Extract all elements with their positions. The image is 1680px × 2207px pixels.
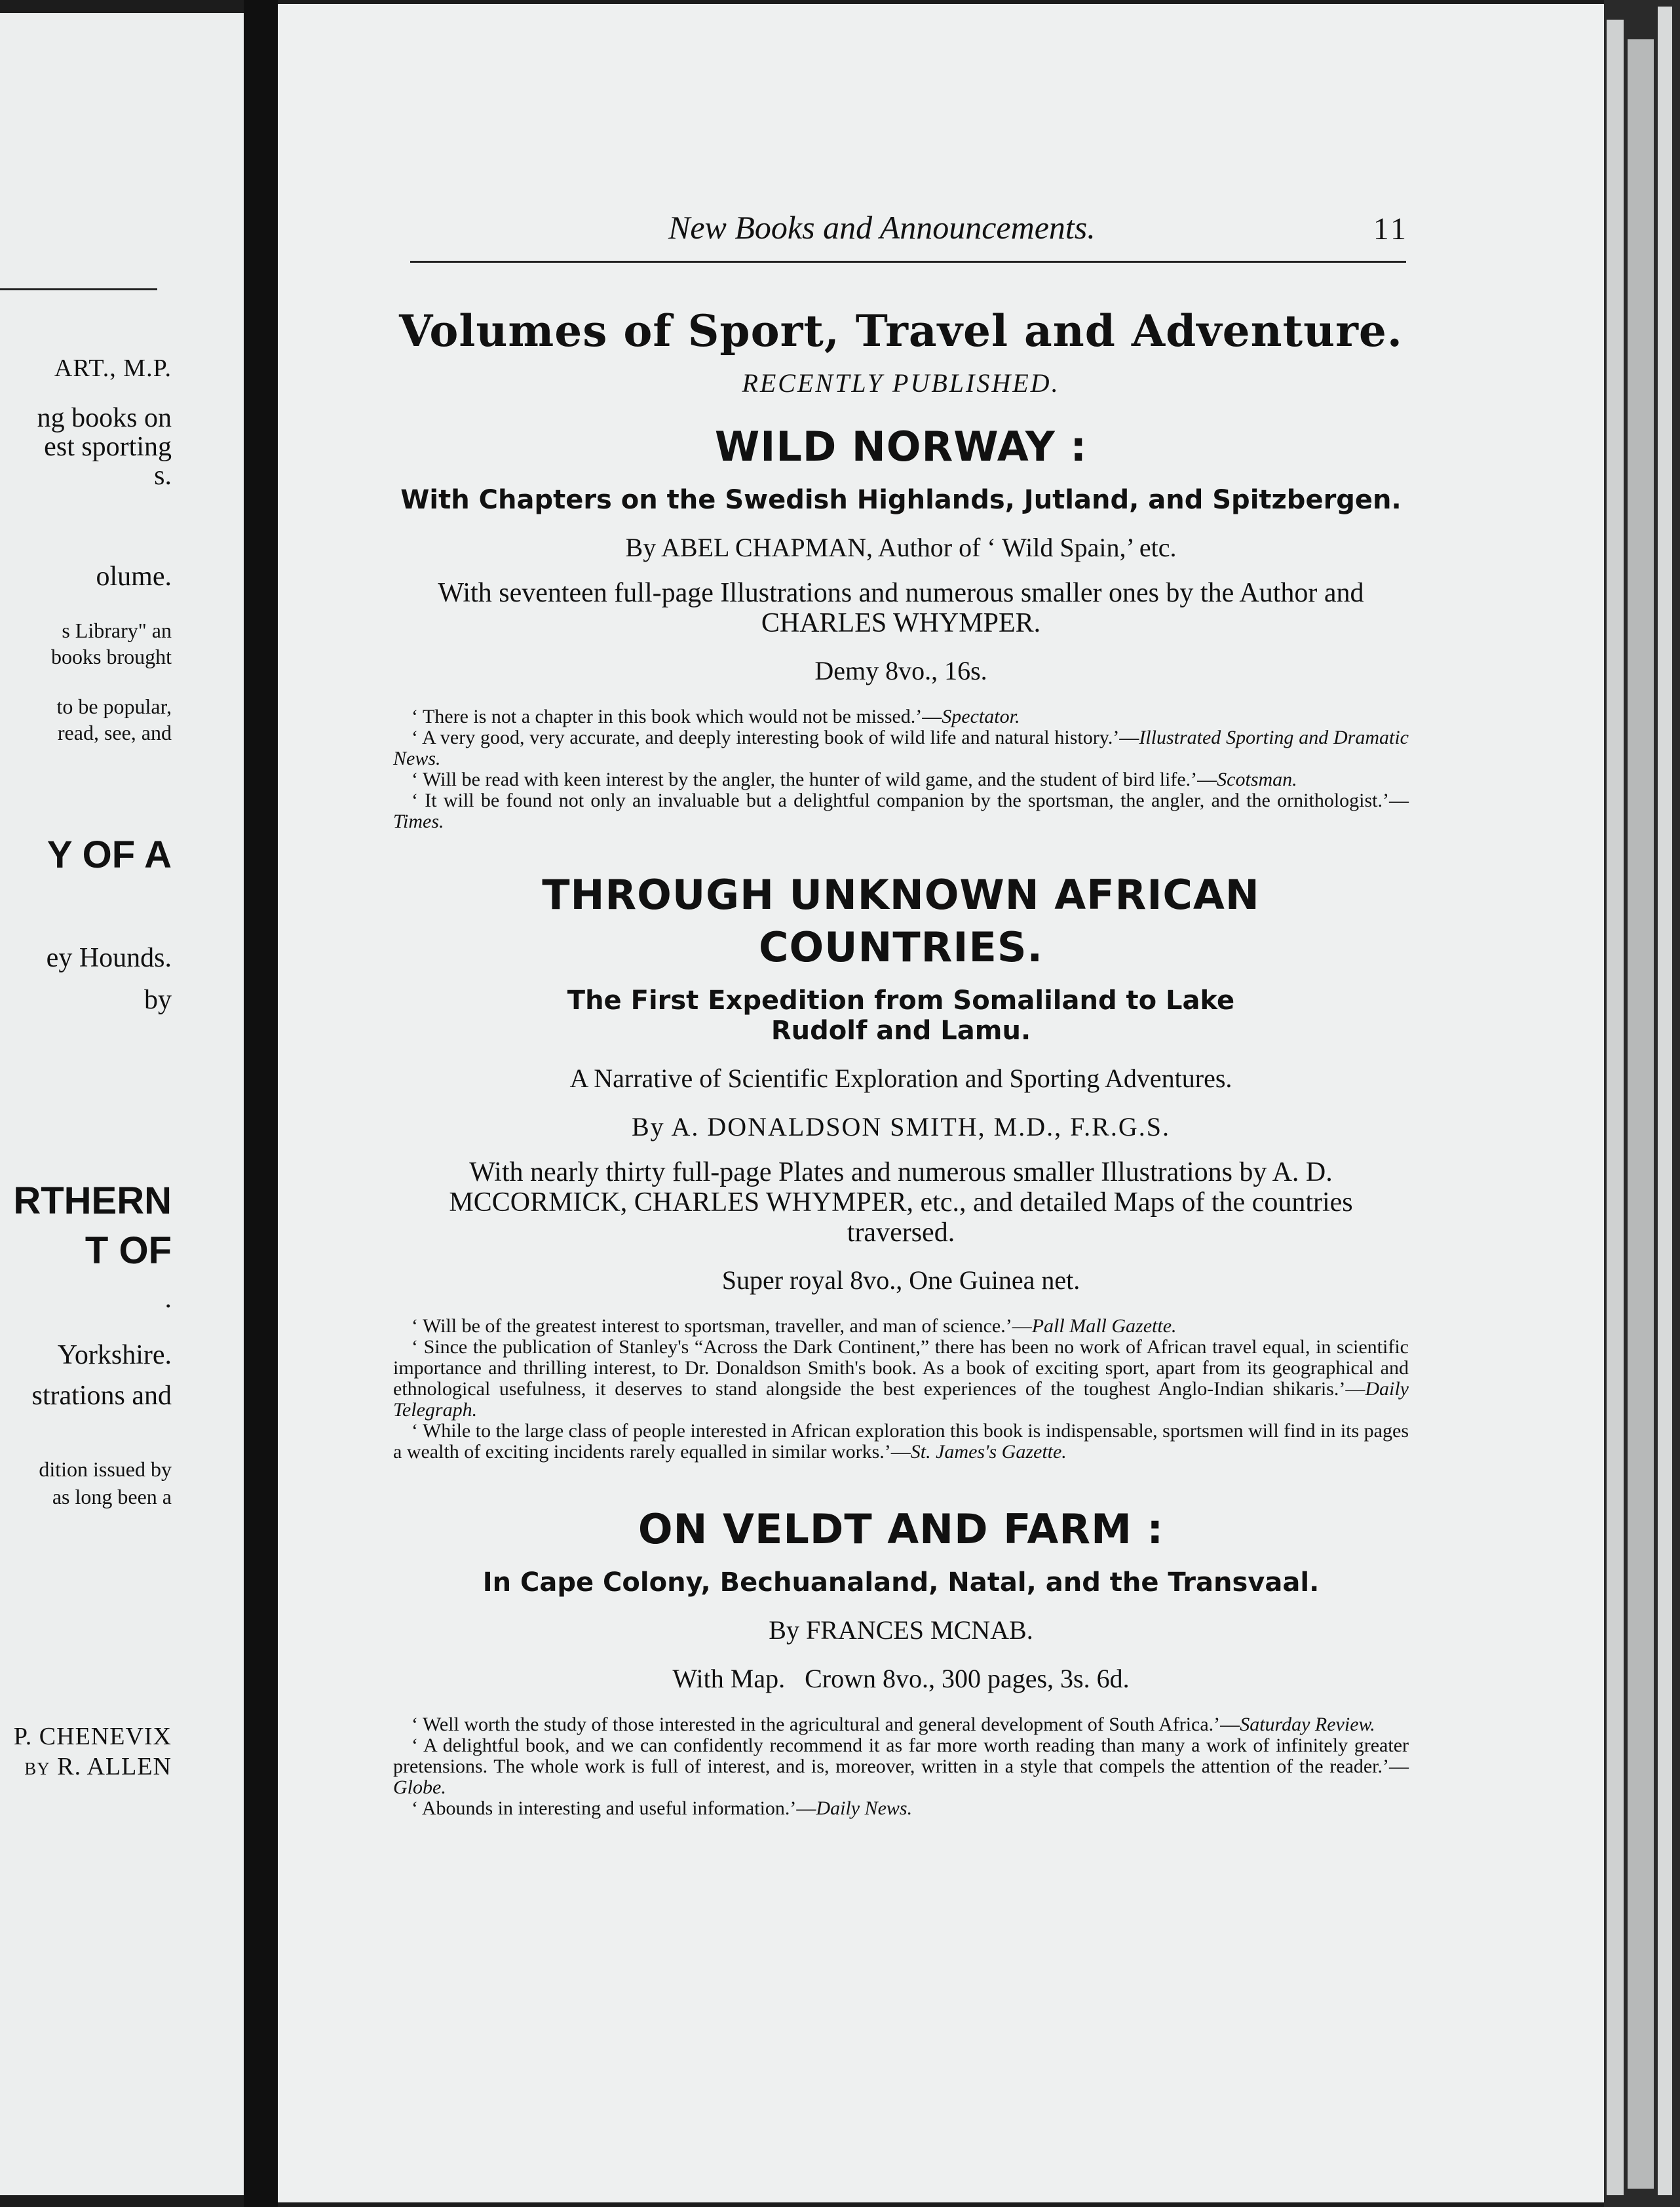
left-page-line: Yorkshire.	[57, 1341, 172, 1370]
book-description: With seventeen full-page Illustrations and numerous smaller ones by the Author and CHARLES WHYMPER.	[438, 578, 1364, 638]
review-source: Daily News.	[816, 1797, 913, 1819]
book-title: THROUGH UNKNOWN AFRICAN COUNTRIES.	[542, 871, 1260, 971]
book-entry-through-unknown-african-countries	[393, 869, 1409, 1463]
review-source: Spectator.	[942, 706, 1020, 727]
left-page-line: ART., M.P.	[54, 355, 172, 382]
book-reviews	[393, 1714, 1409, 1819]
left-page-line: est sporting	[44, 432, 172, 461]
page-edge-strip	[1607, 20, 1624, 2195]
left-page-line: ng books on	[37, 404, 172, 432]
review-source: Pall Mall Gazette.	[1031, 1315, 1177, 1337]
left-page-line: Y OF A	[47, 834, 172, 876]
review-source: St. James's Gazette.	[910, 1441, 1067, 1463]
review-source: Saturday Review.	[1240, 1714, 1375, 1735]
book-entry-wild-norway	[393, 421, 1409, 832]
left-page-line: RTHERN	[13, 1180, 172, 1222]
review-source: Times.	[393, 811, 444, 832]
left-page-line: books brought	[51, 645, 172, 668]
review: ‘ A very good, very accurate, and deeply interesting book of wild life and natural history.’—Illustrated Sporting and Dramatic News.	[393, 727, 1409, 769]
book-description: With nearly thirty full-page Plates and numerous smaller Illustrations by A. D. MCCORMICK, CHARLES WHYMPER, etc., and detailed Maps of the countries traversed.	[449, 1157, 1353, 1248]
review: ‘ There is not a chapter in this book which would not be missed.’—Spectator.	[411, 706, 1020, 727]
left-facing-page	[0, 13, 244, 2195]
left-page-line: olume.	[96, 562, 172, 591]
running-head	[393, 208, 1409, 248]
left-page-line: by	[144, 986, 172, 1014]
left-page-line: T OF	[85, 1229, 172, 1272]
left-page-line: strations and	[31, 1381, 172, 1410]
left-page-line: .	[164, 1284, 172, 1313]
book-entry-on-veldt-and-farm	[393, 1503, 1409, 1819]
book-subtitle: With Chapters on the Swedish Highlands, Jutland, and Spitzbergen.	[400, 485, 1402, 515]
review: ‘ Since the publication of Stanley's “Across the Dark Continent,” there has been no work of African travel equal, in scientific importance and thrilling interest, to Dr. Donaldson Smith's book. As a book of exciting sport, apart from its geographical and ethnological usefulness, it deserves to stand alongside the best experiences of the toughest Anglo-Indian shikaris.’—Daily Telegraph.	[393, 1336, 1409, 1421]
left-page-line: as long been a	[52, 1485, 172, 1508]
left-page-line: s.	[154, 461, 172, 490]
review-source: Illustrated Sporting and Dramatic News.	[393, 727, 1409, 769]
left-page-line: P. CHENEVIX	[13, 1723, 172, 1750]
running-title: New Books and Announcements.	[668, 209, 1096, 246]
review-source: Daily Telegraph.	[393, 1378, 1409, 1421]
page-number: 11	[1373, 212, 1409, 246]
section-subheading: RECENTLY PUBLISHED.	[742, 368, 1060, 398]
book-price: Super royal 8vo., One Guinea net.	[721, 1265, 1080, 1295]
book-tagline: A Narrative of Scientific Exploration and Sporting Adventures.	[569, 1064, 1232, 1093]
review: ‘ While to the large class of people interested in African exploration this book is indispensable, sportsmen will find in its pages a wealth of exciting incidents rarely equalled in similar works.’—St. James's Gazette.	[393, 1420, 1409, 1463]
header-rule	[410, 261, 1406, 263]
book-price: With Map. Crown 8vo., 300 pages, 3s. 6d.	[672, 1664, 1130, 1693]
review: ‘ Abounds in interesting and useful information.’—Daily News.	[411, 1797, 913, 1819]
review-source: Globe.	[393, 1776, 446, 1798]
section-heading: Volumes of Sport, Travel and Adventure.	[399, 305, 1403, 356]
book-reviews	[393, 1316, 1409, 1463]
review: ‘ A delightful book, and we can confidently recommend it as far more worth reading than many a work of infinitely greater pretensions. The whole work is full of interest, and is, moreover, written in a style that compels the attention of the reader.’—Globe.	[393, 1735, 1409, 1798]
page-edge-strip	[1628, 39, 1654, 2189]
book-byline: By ABEL CHAPMAN, Author of ‘ Wild Spain,’ etc.	[625, 533, 1177, 562]
left-page-line: to be popular,	[56, 695, 172, 718]
review: ‘ Will be read with keen interest by the angler, the hunter of wild game, and the student of bird life.’—Scotsman.	[411, 769, 1297, 790]
left-page-line: s Library" an	[62, 619, 172, 642]
book-subtitle: In Cape Colony, Bechuanaland, Natal, and the Transvaal.	[482, 1567, 1320, 1598]
book-title: ON VELDT AND FARM :	[638, 1505, 1164, 1553]
book-reviews	[393, 706, 1409, 832]
left-page-line: read, see, and	[57, 721, 172, 744]
book-byline: By FRANCES MCNAB.	[769, 1615, 1033, 1645]
book-price: Demy 8vo., 16s.	[814, 656, 987, 685]
book-byline: By A. DONALDSON SMITH, M.D., F.R.G.S.	[631, 1112, 1170, 1142]
page-content	[393, 301, 1409, 1819]
review: ‘ Well worth the study of those interested in the agricultural and general development of South Africa.’—Saturday Review.	[411, 1714, 1375, 1735]
review: ‘ It will be found not only an invaluable but a delightful companion by the sportsman, the angler, and the ornithologist.’—Times.	[393, 790, 1409, 832]
book-subtitle: The First Expedition from Somaliland to Lake Rudolf and Lamu.	[567, 986, 1235, 1046]
review: ‘ Will be of the greatest interest to sportsman, traveller, and man of science.’—Pall Mall Gazette.	[411, 1315, 1177, 1337]
left-page-line: ey Hounds.	[46, 944, 172, 972]
left-page-rule	[0, 288, 157, 290]
book-gutter	[244, 0, 278, 2207]
review-source: Scotsman.	[1217, 769, 1297, 790]
book-title: WILD NORWAY :	[714, 423, 1088, 470]
page-edge-strip	[1658, 7, 1672, 2195]
left-page-line: dition issued by	[39, 1457, 172, 1481]
left-page-line: by R. ALLEN	[24, 1753, 172, 1780]
